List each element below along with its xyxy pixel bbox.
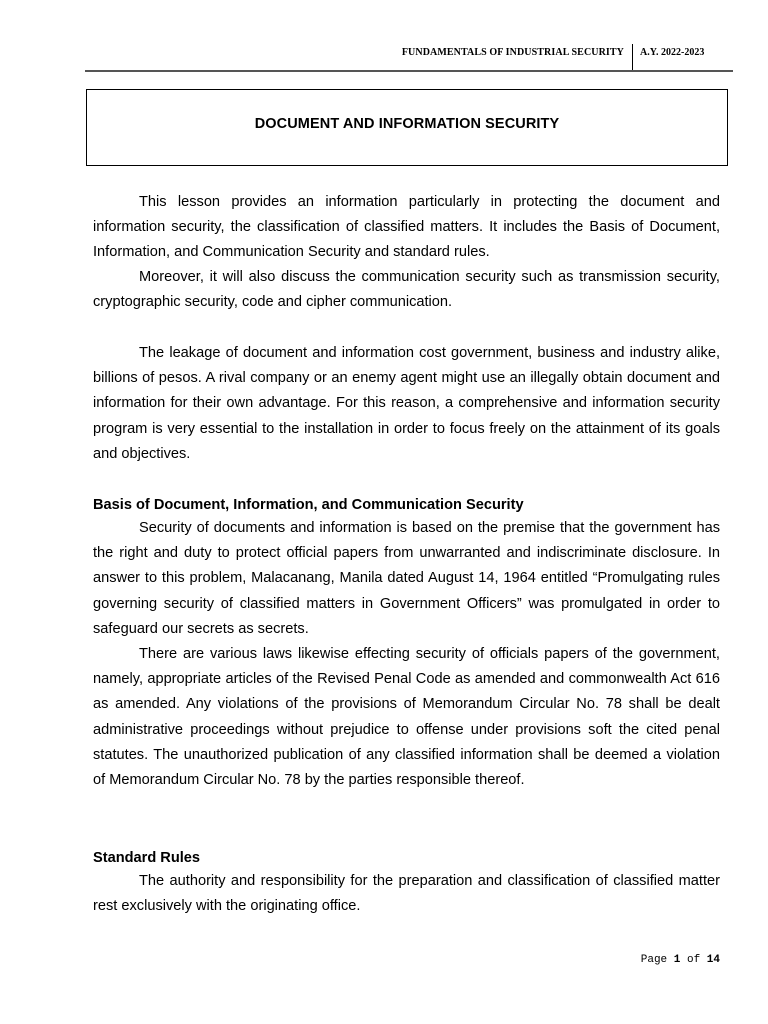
section-heading-standard-rules: Standard Rules [93, 850, 201, 866]
standard-rules-paragraph-1: The authority and responsibility for the preparation and classification of classified matter rest exclusively with the originating office. [93, 873, 720, 915]
page-number [641, 954, 720, 966]
current-page: 1 [673, 954, 681, 966]
page-header [0, 44, 768, 70]
header-divider [632, 44, 633, 70]
header-course-title: FUNDAMENTALS OF INDUSTRIAL SECURITY [401, 47, 624, 58]
total-pages: 14 [706, 954, 720, 966]
basis-paragraph-2: There are various laws likewise effecting security of officials papers of the government, namely, appropriate articles of the Revised Penal Code as amended and commonwealth Act 616 as amended. Any violations of the provisions of Memorandum Circular No. 78 shall be dealt administrative proceedings without prejudice to offense under provisions soft the cited penal statutes. The unauthorized publication of any classified information shall be deemed a violation of Memorandum Circular No. 78 by the parties responsible thereof. [93, 646, 720, 789]
of-label: of [686, 954, 701, 966]
basis-paragraph-1: Security of documents and information is based on the premise that the government has the right and duty to protect official papers from unwarranted and indiscriminate disclosure. In answer to this problem, Malacanang, Manila dated August 14, 1964 entitled “Promulgating rules governing security of classified matters in Government Officers” was promulgated in order to safeguard our secrets as secrets. [93, 520, 720, 637]
header-rule [85, 70, 733, 72]
header-academic-year: A.Y. 2022-2023 [640, 47, 705, 58]
intro-paragraph-2: Moreover, it will also discuss the communication security such as transmission security, cryptographic security, code and cipher communication. [93, 269, 720, 311]
intro-paragraph-3: The leakage of document and information cost government, business and industry alike, billions of pesos. A rival company or an enemy agent might use an illegally obtain document and information for their own advantage. For this reason, a comprehensive and information security program is very essential to the installation in order to focus freely on the attainment of its goals and objectives. [93, 345, 720, 462]
intro-paragraph-1: This lesson provides an information particularly in protecting the document and information security, the classification of classified matters. It includes the Basis of Document, Information, and Communication Security and standard rules. [93, 194, 720, 261]
title-box [86, 89, 728, 166]
page-label: Page [640, 954, 668, 966]
document-title: DOCUMENT AND INFORMATION SECURITY [254, 116, 560, 132]
section-heading-basis: Basis of Document, Information, and Communication Security [93, 497, 524, 513]
